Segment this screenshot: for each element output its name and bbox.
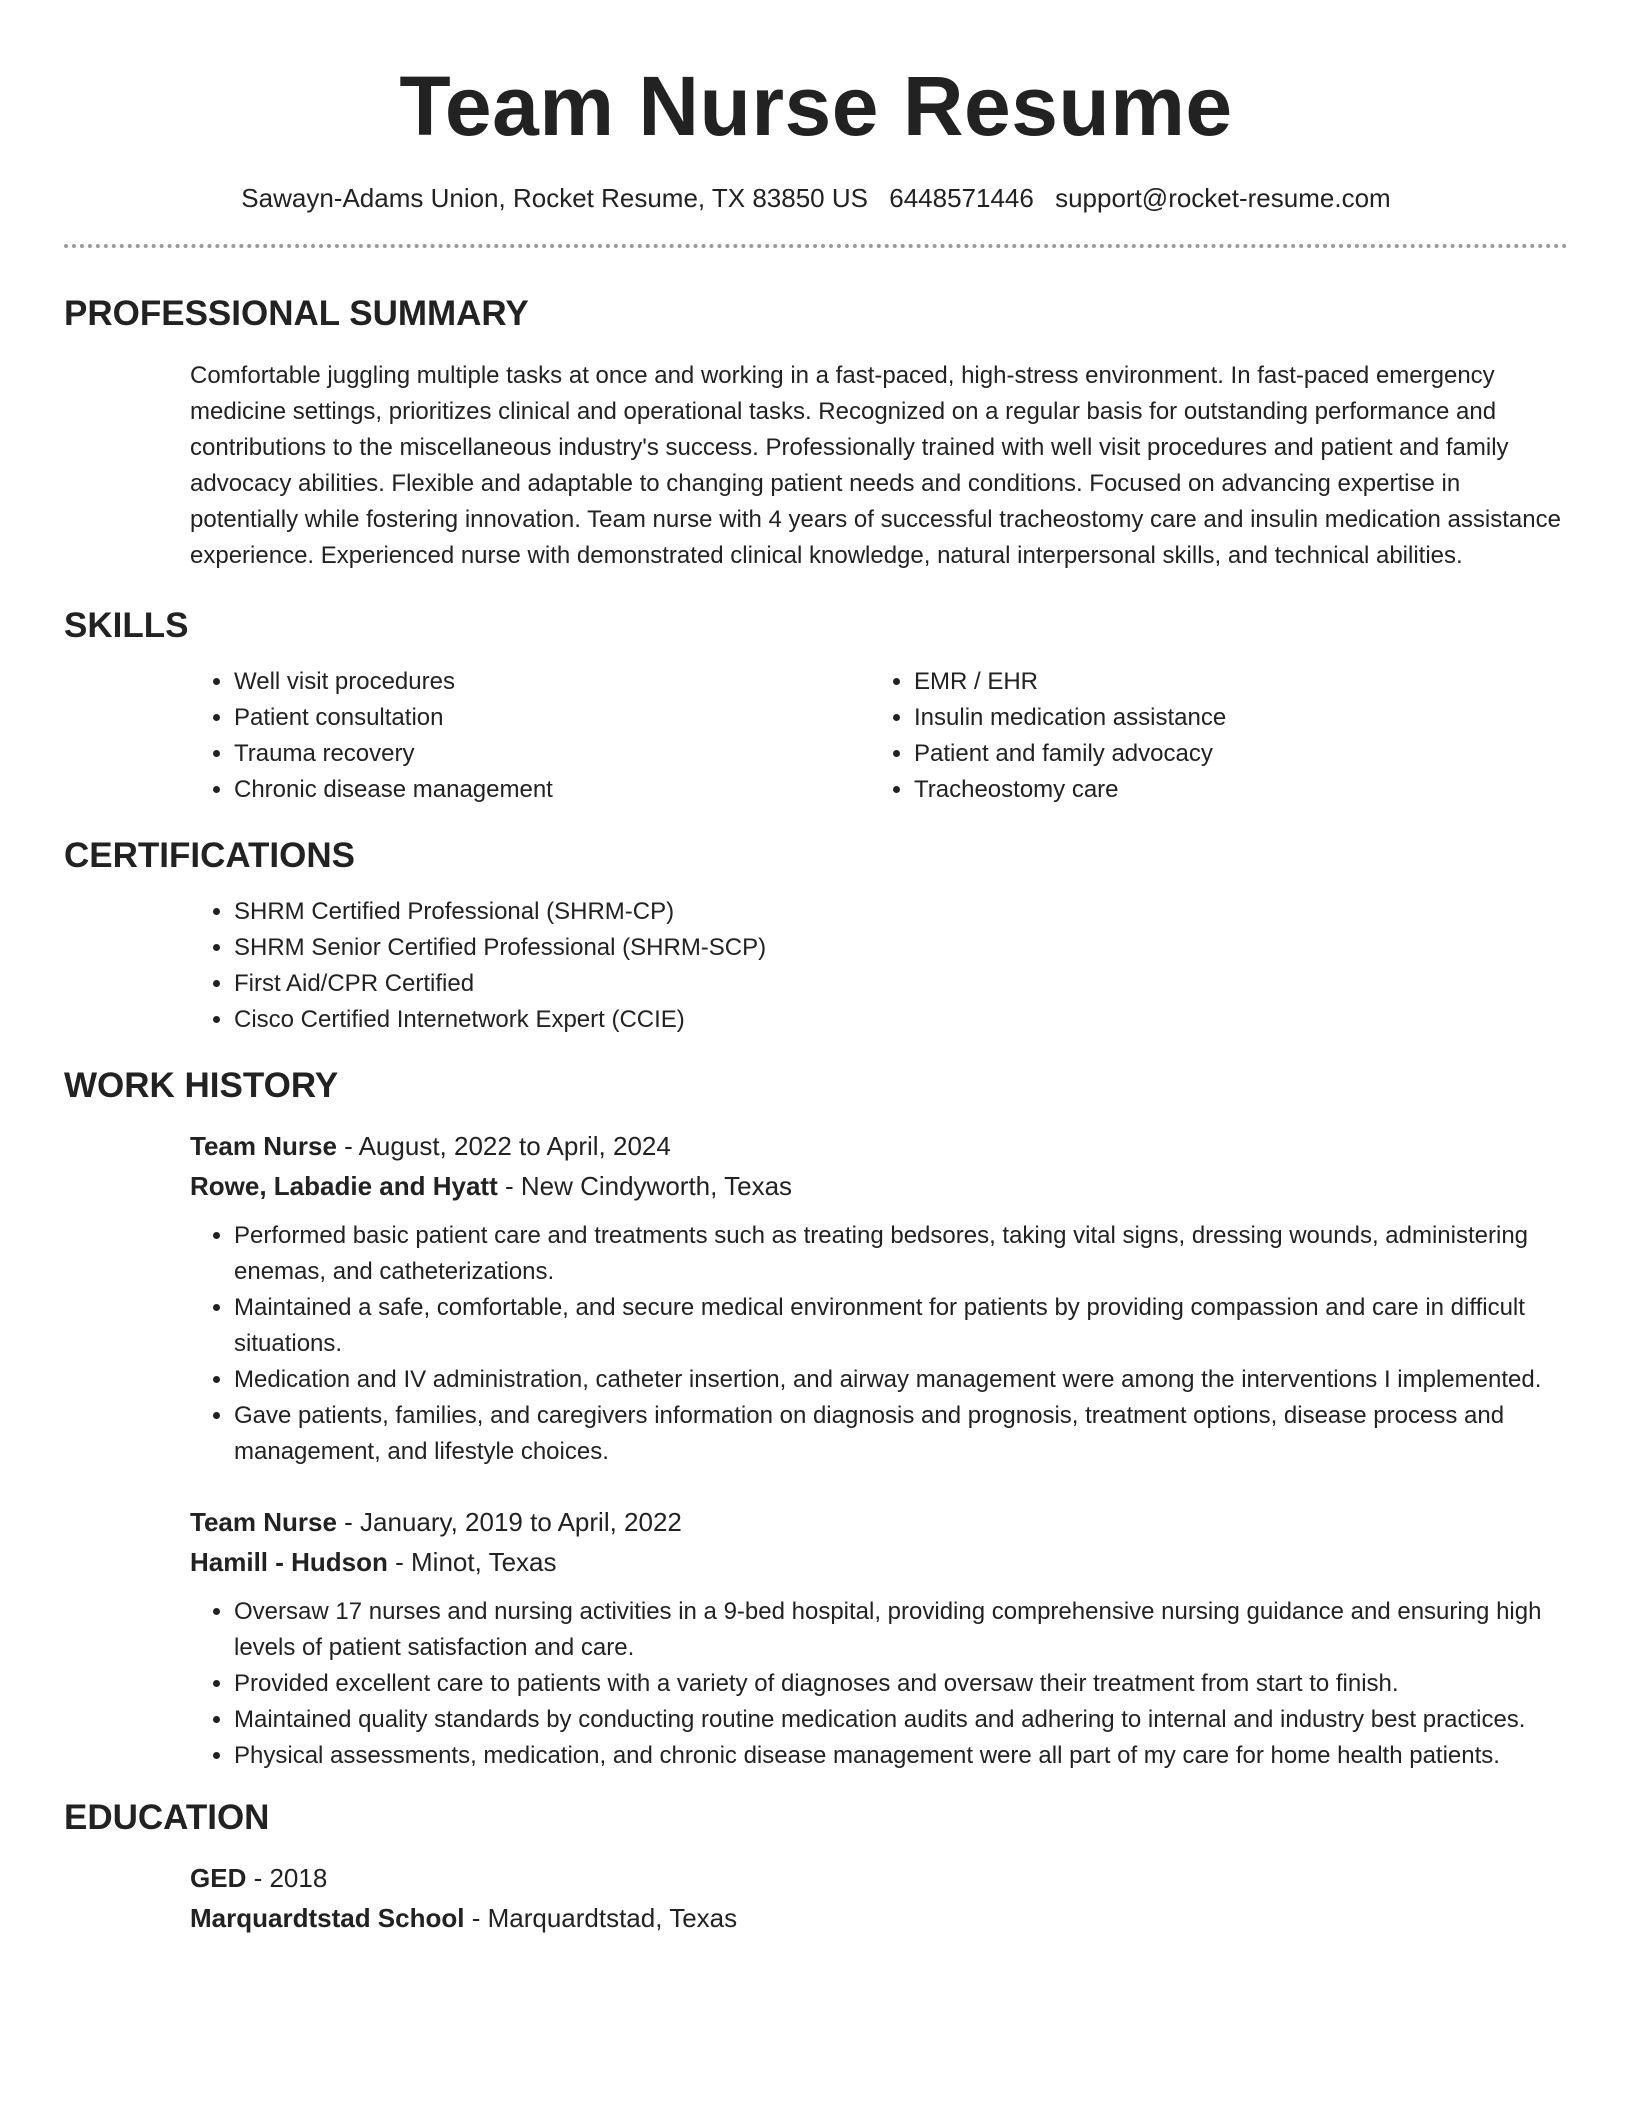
skills-column-right bbox=[870, 664, 1550, 808]
job-title: Team Nurse bbox=[190, 1131, 337, 1161]
contact-phone: 6448571446 bbox=[889, 183, 1034, 213]
list-item: • Oversaw 17 nurses and nursing activities in a 9-bed hospital, providing comprehensive nursing guidance and ensuring high levels of patient satisfaction and care. bbox=[234, 1594, 1568, 1666]
job-company-line bbox=[190, 1166, 1568, 1206]
job-title-line bbox=[190, 1502, 1568, 1542]
list-item: • Patient consultation bbox=[234, 700, 870, 736]
list-item: • Cisco Certified Internetwork Expert (CCIE) bbox=[234, 1002, 1568, 1038]
list-item: • Patient and family advocacy bbox=[914, 736, 1550, 772]
job-entry bbox=[190, 1502, 1568, 1774]
summary-text: Comfortable juggling multiple tasks at once and working in a fast-paced, high-stress environment. In fast-paced emergency medicine settings, prioritizes clinical and operational tasks. Recognized on a regular basis for outstanding performance and contributions to the miscellaneous industry's success. Professionally trained with well visit procedures and patient and family advocacy abilities. Flexible and adaptable to changing patient needs and conditions. Focused on advancing expertise in potentially while fostering innovation. Team nurse with 4 years of successful tracheostomy care and insulin medication assistance experience. Experienced nurse with demonstrated clinical knowledge, natural interpersonal skills, and technical abilities. bbox=[190, 362, 1561, 569]
work-history-heading: WORK HISTORY bbox=[64, 1066, 339, 1105]
job-company: Hamill - Hudson bbox=[190, 1547, 388, 1577]
list-item: • Provided excellent care to patients with a variety of diagnoses and oversaw their treatment from start to finish. bbox=[234, 1666, 1568, 1702]
list-item: • Medication and IV administration, catheter insertion, and airway management were among the interventions I implemented. bbox=[234, 1362, 1568, 1398]
skills-heading: SKILLS bbox=[64, 606, 189, 645]
list-item: • Gave patients, families, and caregivers information on diagnosis and prognosis, treatment options, disease process and management, and lifestyle choices. bbox=[234, 1398, 1568, 1470]
list-item: • Performed basic patient care and treatments such as treating bedsores, taking vital signs, dressing wounds, administering enemas, and catheterizations. bbox=[234, 1218, 1568, 1290]
certifications-list bbox=[190, 894, 1568, 1038]
job-bullets bbox=[190, 1594, 1568, 1774]
skills-column-left bbox=[190, 664, 870, 808]
education-heading: EDUCATION bbox=[64, 1798, 270, 1837]
job-location: - New Cindyworth, Texas bbox=[497, 1171, 793, 1201]
certifications-heading: CERTIFICATIONS bbox=[64, 836, 356, 875]
list-item: • Chronic disease management bbox=[234, 772, 870, 808]
list-item: • SHRM Senior Certified Professional (SHRM-SCP) bbox=[234, 930, 1568, 966]
summary-heading: PROFESSIONAL SUMMARY bbox=[64, 294, 529, 333]
list-item: • Maintained quality standards by conducting routine medication audits and adhering to internal and industry best practices. bbox=[234, 1702, 1568, 1738]
certifications-section bbox=[190, 894, 1568, 1038]
skills-list-right bbox=[870, 664, 1550, 808]
job-location: - Minot, Texas bbox=[387, 1547, 557, 1577]
job-company-line bbox=[190, 1542, 1568, 1582]
contact-address: Sawayn-Adams Union, Rocket Resume, TX 83850 US bbox=[241, 183, 868, 213]
summary-section bbox=[190, 358, 1568, 574]
list-item: • Tracheostomy care bbox=[914, 772, 1550, 808]
work-history-section bbox=[190, 1126, 1568, 1774]
list-item: • Insulin medication assistance bbox=[914, 700, 1550, 736]
page-title: Team Nurse Resume bbox=[399, 59, 1233, 153]
list-item: • First Aid/CPR Certified bbox=[234, 966, 1568, 1002]
list-item: • Trauma recovery bbox=[234, 736, 870, 772]
job-bullets bbox=[190, 1218, 1568, 1470]
education-school: Marquardtstad School bbox=[190, 1903, 465, 1933]
contact-line bbox=[64, 182, 1568, 214]
list-item: • Maintained a safe, comfortable, and secure medical environment for patients by providing compassion and care in difficult situations. bbox=[234, 1290, 1568, 1362]
skills-list-left bbox=[190, 664, 870, 808]
list-item: • SHRM Certified Professional (SHRM-CP) bbox=[234, 894, 1568, 930]
job-company: Rowe, Labadie and Hyatt bbox=[190, 1171, 498, 1201]
skills-section bbox=[190, 664, 1568, 808]
education-location: - Marquardtstad, Texas bbox=[464, 1903, 738, 1933]
header-divider bbox=[64, 244, 1568, 248]
list-item: • EMR / EHR bbox=[914, 664, 1550, 700]
education-section bbox=[190, 1858, 1568, 1938]
contact-email: support@rocket-resume.com bbox=[1055, 183, 1391, 213]
education-degree: GED bbox=[190, 1863, 247, 1893]
job-dates: - August, 2022 to April, 2024 bbox=[336, 1131, 671, 1161]
job-entry bbox=[190, 1126, 1568, 1470]
job-dates: - January, 2019 to April, 2022 bbox=[336, 1507, 682, 1537]
list-item: • Well visit procedures bbox=[234, 664, 870, 700]
job-title: Team Nurse bbox=[190, 1507, 337, 1537]
list-item: • Physical assessments, medication, and chronic disease management were all part of my care for home health patients. bbox=[234, 1738, 1568, 1774]
education-degree-line bbox=[190, 1858, 1568, 1898]
job-title-line bbox=[190, 1126, 1568, 1166]
education-year: - 2018 bbox=[246, 1863, 328, 1893]
education-school-line bbox=[190, 1898, 1568, 1938]
